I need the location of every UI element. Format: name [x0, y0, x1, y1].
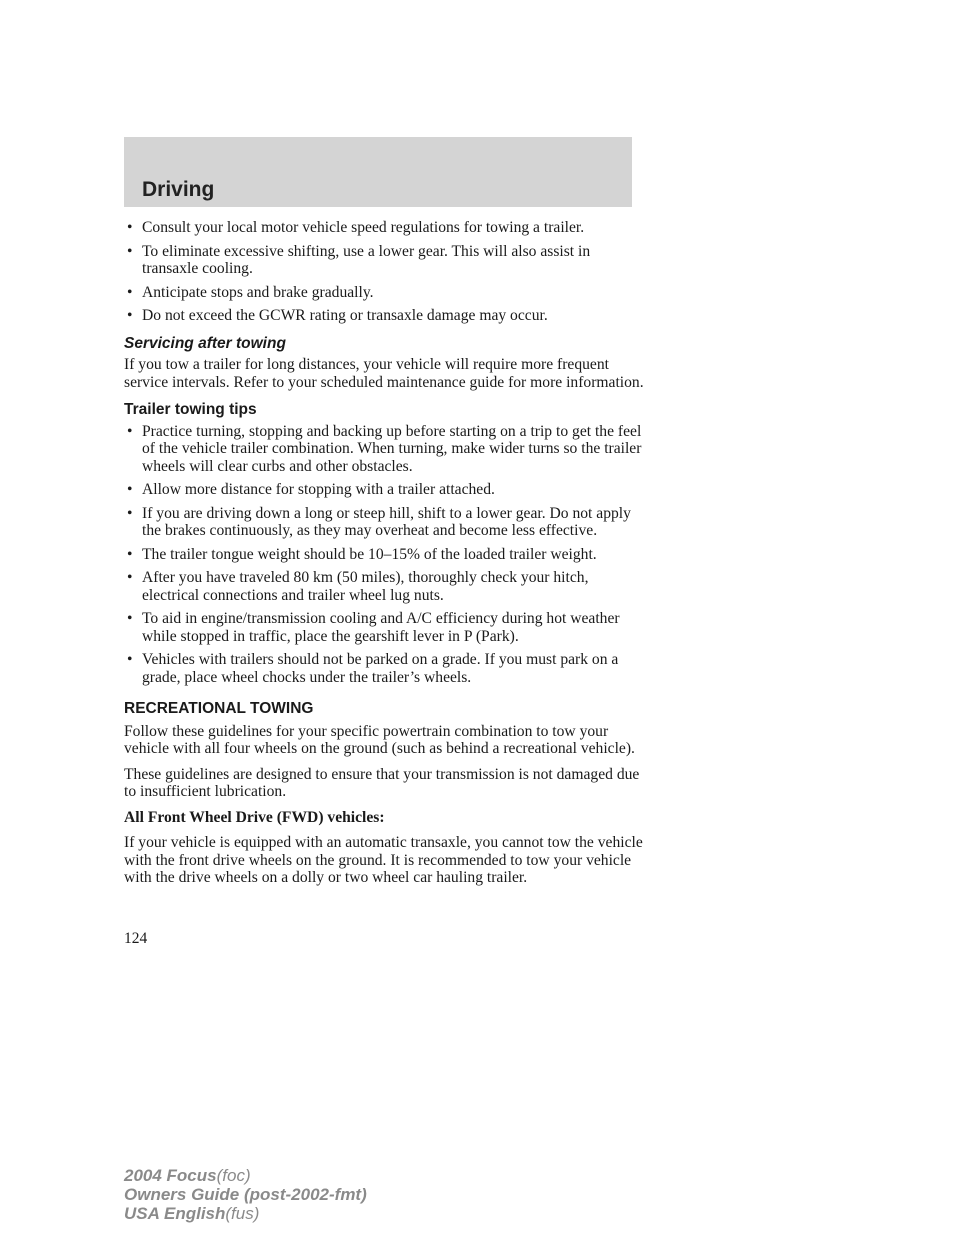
footer-language: USA English [124, 1204, 226, 1223]
list-item: • To eliminate excessive shifting, use a lower gear. This will also assist in transaxle cooling. [124, 243, 644, 278]
recreational-para-3: If your vehicle is equipped with an automatic transaxle, you cannot tow the vehicle with the front drive wheels on the ground. It is recommended to tow your vehicle with the drive wheels on a dolly or two wheel car hauling trailer. [124, 834, 643, 886]
footer-line-3 [124, 1204, 367, 1223]
list-item: • Consult your local motor vehicle speed regulations for towing a trailer. [124, 219, 644, 237]
footer-line-1 [124, 1166, 367, 1185]
list-item: • Vehicles with trailers should not be parked on a grade. If you must park on a grade, place wheel chocks under the trailer’s wheels. [124, 651, 644, 686]
list-item: • If you are driving down a long or steep hill, shift to a lower gear. Do not apply the brakes continuously, as they may overheat and become less effective. [124, 505, 644, 540]
tips-heading: Trailer towing tips [124, 401, 257, 418]
recreational-para-1: Follow these guidelines for your specific powertrain combination to tow your vehicle with all four wheels on the ground (such as behind a recreational vehicle). [124, 722, 635, 757]
list-item: • To aid in engine/transmission cooling and A/C efficiency during hot weather while stopped in traffic, place the gearshift lever in P (Park). [124, 610, 644, 645]
list-item: • After you have traveled 80 km (50 miles), thoroughly check your hitch, electrical connections and trailer wheel lug nuts. [124, 569, 644, 604]
fwd-heading: All Front Wheel Drive (FWD) vehicles: [124, 808, 385, 826]
recreational-heading: RECREATIONAL TOWING [124, 700, 314, 717]
list-item: • Allow more distance for stopping with a trailer attached. [124, 481, 644, 499]
list-item: • Anticipate stops and brake gradually. [124, 284, 644, 302]
list-item: • The trailer tongue weight should be 10–15% of the loaded trailer weight. [124, 546, 644, 564]
page-content [124, 219, 644, 895]
recreational-para-2: These guidelines are designed to ensure that your transmission is not damaged due to insufficient lubrication. [124, 765, 640, 800]
footer-line-2: Owners Guide (post-2002-fmt) [124, 1185, 367, 1204]
servicing-heading: Servicing after towing [124, 334, 286, 352]
footer-model-code: (foc) [216, 1166, 251, 1185]
tips-list [124, 423, 644, 687]
document-footer [124, 1166, 367, 1223]
servicing-body: If you tow a trailer for long distances, your vehicle will require more frequent service intervals. Refer to your scheduled maintenance guide for more information. [124, 356, 644, 391]
section-title: Driving [142, 178, 215, 201]
footer-language-code: (fus) [225, 1204, 260, 1223]
towing-bullets [124, 219, 644, 325]
page-number: 124 [124, 930, 148, 947]
list-item: • Do not exceed the GCWR rating or transaxle damage may occur. [124, 307, 644, 325]
list-item: • Practice turning, stopping and backing up before starting on a trip to get the feel of the vehicle trailer combination. When turning, make wider turns so the trailer wheels will clear curbs and other obstacles. [124, 423, 644, 476]
footer-model: 2004 Focus [124, 1166, 217, 1185]
